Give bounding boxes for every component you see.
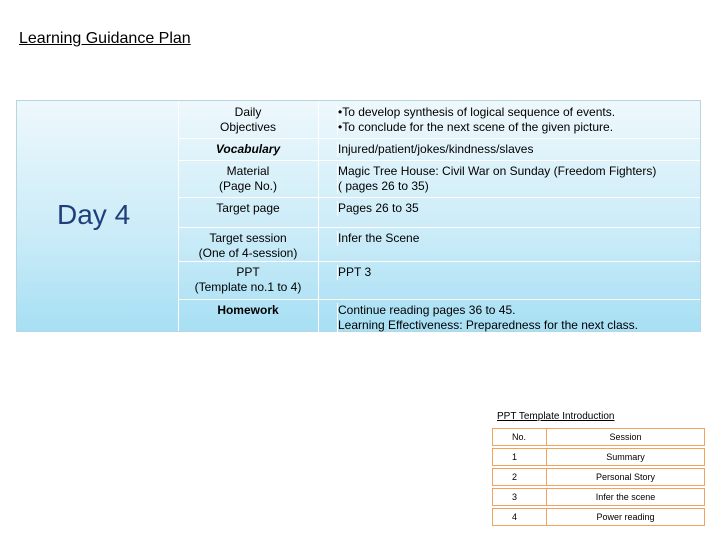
row-homework bbox=[178, 299, 700, 333]
row-daily-objectives bbox=[178, 101, 700, 139]
value-line: Continue reading pages 36 to 45. bbox=[338, 303, 516, 317]
label-line: (Page No.) bbox=[218, 179, 278, 193]
ppt-row-no: 3 bbox=[492, 488, 547, 506]
ppt-row-no: 1 bbox=[492, 448, 547, 466]
ppt-row-no: 4 bbox=[492, 508, 547, 526]
row-value bbox=[337, 201, 694, 216]
row-label: Target page bbox=[216, 201, 280, 215]
value-line: Learning Effectiveness: Preparedness for the next class. bbox=[338, 318, 638, 332]
ppt-row bbox=[492, 488, 705, 506]
ppt-header-no: No. bbox=[492, 428, 547, 446]
value-line: •To develop synthesis of logical sequence of events. bbox=[338, 105, 616, 119]
value-line: ( pages 26 to 35) bbox=[338, 179, 429, 193]
row-ppt bbox=[178, 261, 700, 300]
value-line: Pages 26 to 35 bbox=[338, 201, 419, 215]
day-label: Day 4 bbox=[57, 199, 131, 230]
ppt-row bbox=[492, 468, 705, 486]
value-line: Injured/patient/jokes/kindness/slaves bbox=[338, 142, 534, 156]
ppt-header-row bbox=[492, 428, 705, 446]
row-vocabulary bbox=[178, 138, 700, 161]
label-line: Objectives bbox=[219, 120, 277, 134]
row-label bbox=[178, 164, 318, 194]
value-line: PPT 3 bbox=[338, 265, 372, 279]
row-label: Homework bbox=[217, 303, 279, 317]
row-label bbox=[178, 231, 318, 261]
row-value bbox=[337, 164, 694, 194]
lesson-plan-table bbox=[16, 100, 701, 332]
value-line: Magic Tree House: Civil War on Sunday (Freedom Fighters) bbox=[338, 164, 657, 178]
ppt-row-session: Power reading bbox=[546, 508, 705, 526]
row-target-page bbox=[178, 197, 700, 228]
label-line: (One of 4-session) bbox=[198, 246, 298, 260]
ppt-row bbox=[492, 508, 705, 526]
row-value bbox=[337, 265, 694, 280]
row-target-session bbox=[178, 227, 700, 262]
day-column bbox=[17, 101, 179, 331]
label-line: Material bbox=[226, 164, 270, 178]
ppt-header-session: Session bbox=[546, 428, 705, 446]
ppt-row-session: Personal Story bbox=[546, 468, 705, 486]
label-line: PPT bbox=[236, 265, 260, 279]
label-line: (Template no.1 to 4) bbox=[194, 280, 302, 294]
row-value bbox=[337, 231, 694, 246]
page-title: Learning Guidance Plan bbox=[19, 30, 191, 47]
row-value bbox=[337, 303, 694, 333]
row-label bbox=[178, 265, 318, 295]
row-label bbox=[178, 105, 318, 135]
ppt-row-session: Infer the scene bbox=[546, 488, 705, 506]
label-line: Daily bbox=[234, 105, 262, 119]
ppt-row bbox=[492, 448, 705, 466]
row-label: Vocabulary bbox=[215, 142, 281, 156]
row-value bbox=[337, 142, 694, 157]
value-line: Infer the Scene bbox=[338, 231, 420, 245]
row-value bbox=[337, 105, 694, 135]
label-line: Target session bbox=[209, 231, 287, 245]
ppt-template-title: PPT Template Introduction bbox=[497, 411, 615, 422]
ppt-row-no: 2 bbox=[492, 468, 547, 486]
ppt-row-session: Summary bbox=[546, 448, 705, 466]
value-line: •To conclude for the next scene of the given picture. bbox=[338, 120, 614, 134]
ppt-template-table bbox=[492, 428, 705, 528]
row-material bbox=[178, 160, 700, 198]
